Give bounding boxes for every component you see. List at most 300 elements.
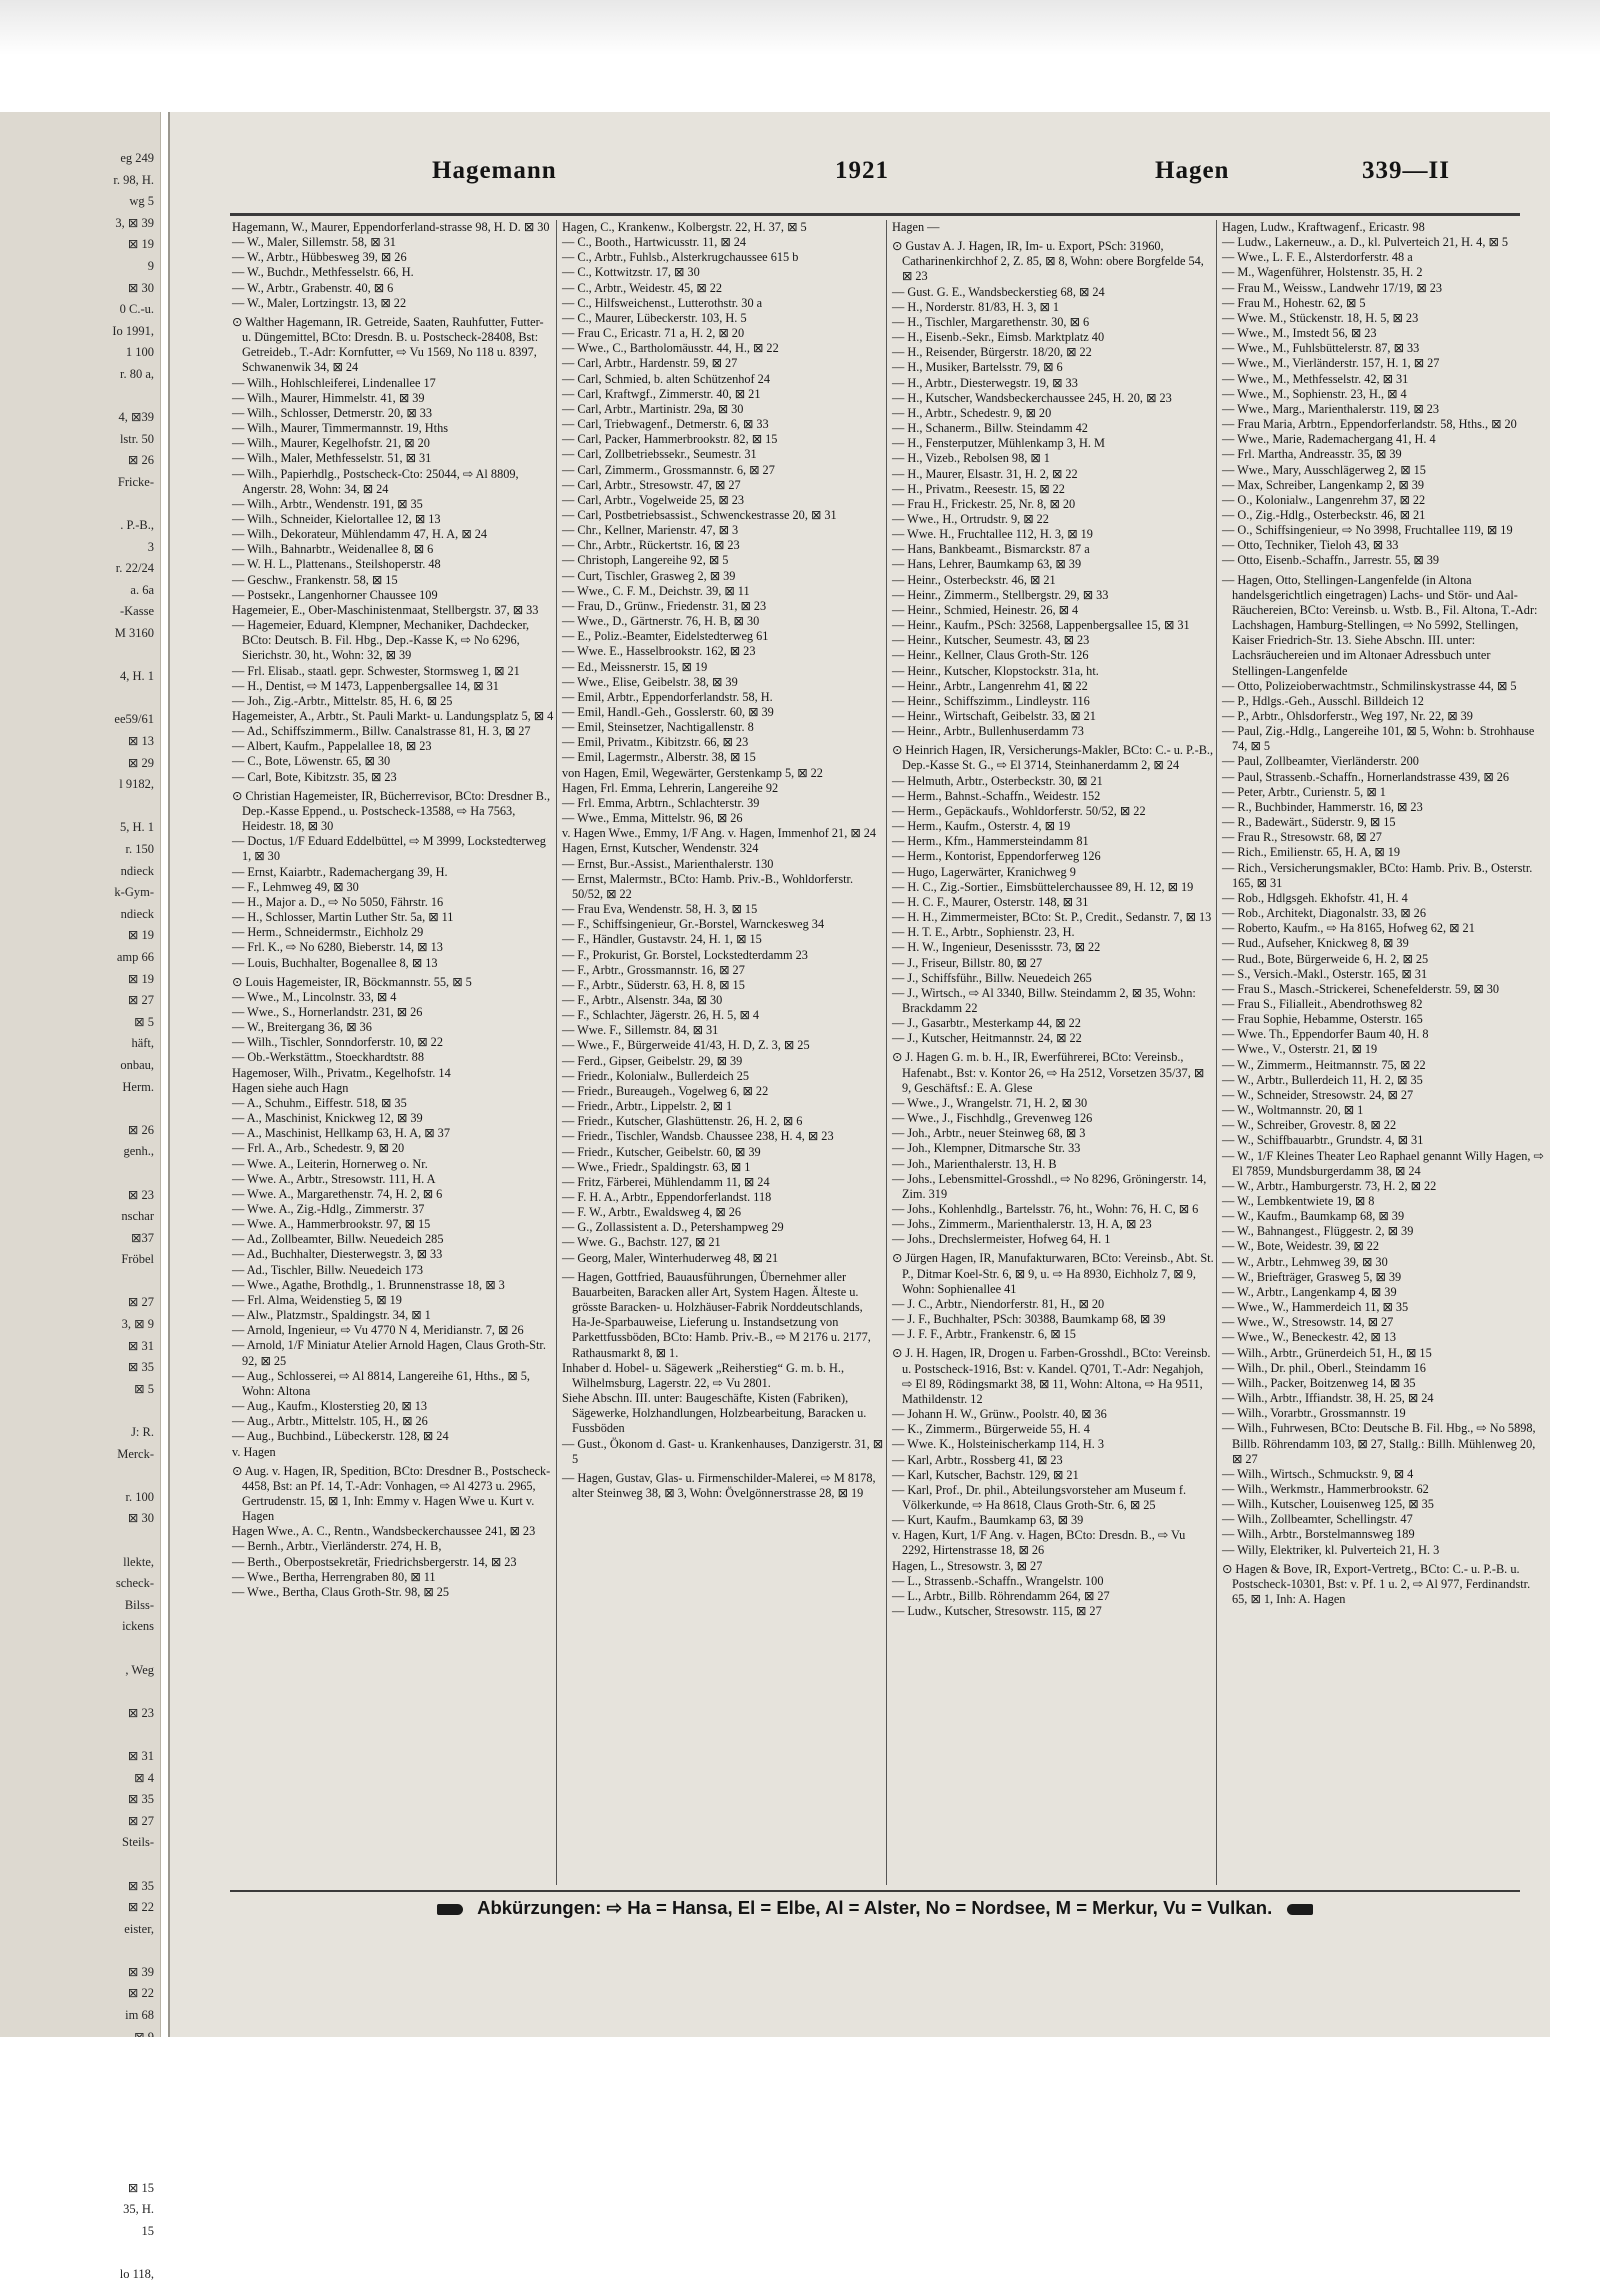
directory-entry: — W., Breitergang 36, ⊠ 36: [232, 1020, 372, 1035]
directory-entry: — Albert, Kaufm., Pappelallee 18, ⊠ 23: [232, 739, 432, 754]
directory-entry: — Wwe., Mary, Ausschlägerweg 2, ⊠ 15: [1222, 462, 1426, 477]
pointing-hand-icon: [1287, 1904, 1313, 1915]
directory-entry: — F. H. A., Arbtr., Eppendorferlandst. 118: [562, 1190, 772, 1204]
header-first-name: Hagemann: [432, 157, 557, 184]
previous-page-line: 1 100: [125, 345, 154, 360]
previous-page-line: ⊠ 23: [127, 1705, 154, 1720]
directory-entry: — Wilh., Maurer, Timmermannstr. 19, Hths: [232, 421, 449, 436]
directory-entry: Hagen siehe auch Hagn: [232, 1080, 349, 1095]
directory-entry: — Johs., Drechslermeister, Hofweg 64, H. 1: [892, 1232, 1111, 1247]
previous-page-line: [0, 1465, 160, 1487]
directory-entry: — C., Bote, Löwenstr. 65, ⊠ 30: [232, 754, 391, 769]
directory-entry: — W., Arbtr., Hamburgerstr. 73, H. 2, ⊠ 22: [1222, 1178, 1437, 1193]
previous-page-line: ⊠ 27: [127, 1295, 154, 1310]
directory-entry: — H., Schanerm., Billw. Steindamm 42: [892, 421, 1088, 436]
directory-entry: — Wwe., M., Fuhlsbüttelerstr. 87, ⊠ 33: [1222, 341, 1420, 356]
directory-entry: Hagen —: [892, 220, 940, 234]
directory-entry: — C., Arbtr., Weidestr. 45, ⊠ 22: [562, 280, 723, 295]
directory-entry: — H. C., Zig.-Sortier., Eimsbüttelerchaussee 89, H. 12, ⊠ 19: [892, 879, 1194, 894]
previous-page-line: ndieck: [120, 906, 154, 921]
directory-entry: — Friedr., Kutscher, Glashüttenstr. 26, H. 2, ⊠ 6: [562, 1114, 803, 1129]
previous-page-line: scheck-: [115, 1576, 154, 1591]
directory-entry: — Hagemeier, Eduard, Klempner, Mechaniker, Dachdecker, BCto: Deutsch. B. Fil. Hbg., Dep.-Kasse K, ⇨ No 6296, Sierichstr. 30, ht., Wohn: 32, ⊠ 39: [232, 618, 530, 663]
directory-entry: — F., Schlachter, Jägerstr. 26, H. 5, ⊠ 4: [562, 1008, 760, 1023]
directory-entry: — F., Schiffsingenieur, Gr.-Borstel, Warnckesweg 34: [562, 917, 825, 932]
directory-entry: — P., Arbtr., Ohlsdorferstr., Weg 197, Nr. 22, ⊠ 39: [1222, 709, 1473, 723]
directory-entry: — Carl, Arbtr., Martinistr. 29a, ⊠ 30: [562, 401, 744, 416]
directory-entry: — H., Privatm., Reesestr. 15, ⊠ 22: [892, 481, 1065, 496]
directory-entry: — Wwe. A., Hammerbrookstr. 97, ⊠ 15: [232, 1217, 431, 1232]
directory-entry: — Wwe. H., Fruchtallee 112, H. 3, ⊠ 19: [892, 527, 1093, 542]
directory-entry: — Ludw., Lakerneuw., a. D., kl. Pulverteich 21, H. 4, ⊠ 5: [1222, 235, 1509, 250]
previous-page-line: 3: [147, 539, 154, 554]
directory-entry: — Wilh., Dekorateur, Mühlendamm 47, H. A, ⊠ 24: [232, 527, 487, 542]
previous-page-line: ⊠ 4: [134, 1770, 154, 1785]
directory-entry: — Wwe. G., Bachstr. 127, ⊠ 21: [562, 1235, 721, 1250]
directory-entry: — W., 1/F Kleines Theater Leo Raphael genannt Willy Hagen, ⇨ El 7859, Mundsburgerdamm 38, ⊠ 24: [1222, 1148, 1544, 1178]
directory-entry: — L., Arbtr., Billb. Röhrendamm 264, ⊠ 27: [892, 1588, 1110, 1603]
previous-page-line: J: R.: [131, 1425, 154, 1440]
directory-entry: — Willy, Elektriker, kl. Pulverteich 21, H. 3: [1222, 1542, 1440, 1557]
previous-page-line: [0, 645, 160, 667]
directory-entry: — W., Schreiber, Grovestr. 8, ⊠ 22: [1222, 1118, 1397, 1133]
directory-entry: — Hagen, Gustav, Glas- u. Firmenschilder-Malerei, ⇨ M 8178, alter Steinweg 38, ⊠ 3, Wohn: Övelgönnerstrasse 28, ⊠ 19: [562, 1470, 876, 1500]
previous-page-line: Herm.: [122, 1079, 154, 1094]
previous-page-line: ⊠ 35: [127, 1792, 154, 1807]
directory-entry: — Carl, Arbtr., Vogelweide 25, ⊠ 23: [562, 492, 744, 507]
directory-entry: — Wilh., Tischler, Sonndorferstr. 10, ⊠ 22: [232, 1035, 443, 1050]
directory-entry: — Johs., Zimmerm., Marienthalerstr. 13, H. A, ⊠ 23: [892, 1217, 1152, 1232]
directory-entry: — Wwe., V., Osterstr. 21, ⊠ 19: [1222, 1042, 1378, 1057]
directory-entry: — Heinr., Wirtschaft, Geibelstr. 33, ⊠ 21: [892, 709, 1096, 723]
previous-page-line: [0, 1098, 160, 1120]
directory-entry: — Heinr., Kutscher, Seumestr. 43, ⊠ 23: [892, 633, 1090, 648]
directory-entry: — Ernst, Bur.-Assist., Marienthalerstr. 130: [562, 856, 774, 871]
column-divider: [886, 220, 887, 1885]
previous-page-line: [0, 1163, 160, 1185]
directory-entry: — Frau M., Weissw., Landwehr 17/19, ⊠ 23: [1222, 280, 1443, 295]
directory-entry: — Roberto, Kaufm., ⇨ Ha 8165, Hofweg 62, ⊠ 21: [1222, 921, 1475, 936]
directory-entry: — Wilh., Arbtr., Wendenstr. 191, ⊠ 35: [232, 496, 423, 511]
directory-entry: Hagen Wwe., A. C., Rentn., Wandsbeckerchaussee 241, ⊠ 23: [232, 1524, 536, 1539]
directory-entry: — W., Lembkentwiete 19, ⊠ 8: [1222, 1194, 1375, 1208]
previous-page-line: 3, ⊠ 39: [115, 215, 154, 230]
directory-entry: — Frl. Martha, Andreasstr. 35, ⊠ 39: [1222, 447, 1402, 462]
previous-page-line: 35, H.: [123, 2202, 154, 2217]
directory-entry: — Wwe., W., Beneckestr. 42, ⊠ 13: [1222, 1330, 1397, 1345]
directory-entry: — Herm., Gepäckaufs., Wohldorferstr. 50/52, ⊠ 22: [892, 803, 1146, 818]
directory-entry: — Wilh., Papierhdlg., Postscheck-Cto: 25044, ⇨ Al 8809, Angerstr. 28, Wohn: 34, ⊠ 24: [232, 466, 519, 496]
column-1: [232, 220, 554, 1885]
header-year: 1921: [835, 157, 889, 184]
previous-page-line: eister,: [124, 1921, 154, 1936]
directory-entry: — C., Hilfsweichenst., Lutterothstr. 30 a: [562, 295, 763, 310]
directory-entry: — Heinr., Arbtr., Langenrehm 41, ⊠ 22: [892, 678, 1088, 693]
directory-entry: — Emil, Privatm., Kibitzstr. 66, ⊠ 23: [562, 735, 749, 750]
directory-entry: — H. W., Ingenieur, Desenissstr. 73, ⊠ 22: [892, 940, 1101, 955]
directory-entry: — R., Buchbinder, Hammerstr. 16, ⊠ 23: [1222, 799, 1423, 814]
directory-entry: — W., Maler, Sillemstr. 58, ⊠ 31: [232, 235, 396, 250]
directory-entry: — Carl, Arbtr., Hardenstr. 59, ⊠ 27: [562, 356, 738, 371]
previous-page-line: [0, 1530, 160, 1552]
directory-entry: — Wilh., Wirtsch., Schmuckstr. 9, ⊠ 4: [1222, 1466, 1414, 1481]
directory-entry: — Wwe. Th., Eppendorfer Baum 40, H. 8: [1222, 1027, 1429, 1042]
directory-entry: — Emil, Lagermstr., Alberstr. 38, ⊠ 15: [562, 750, 756, 765]
directory-entry: ⊙ Christian Hagemeister, IR, Bücherrevisor, BCto: Dresdner B., Dep.-Kasse Eppend., u. Postscheck-13588, ⇨ Ha 7563, Heidestr. 18, ⊠ 30: [232, 788, 551, 834]
directory-entry: — O., Schiffsingenieur, ⇨ No 3998, Fruchtallee 119, ⊠ 19: [1222, 523, 1513, 538]
abbreviation-footer: [275, 1897, 1475, 1927]
directory-entry: — Christoph, Langereihe 92, ⊠ 5: [562, 553, 729, 568]
column-3: [892, 220, 1214, 1885]
previous-page-line: eg 249: [120, 151, 154, 165]
directory-entry: — S., Versich.-Makl., Osterstr. 165, ⊠ 31: [1222, 966, 1428, 981]
previous-page-line: Io 1991,: [112, 323, 154, 338]
previous-page-line: ⊠ 15: [127, 2180, 154, 2195]
directory-entry: — Friedr., Arbtr., Lippelstr. 2, ⊠ 1: [562, 1099, 733, 1114]
directory-entry: — F., Lehmweg 49, ⊠ 30: [232, 879, 359, 894]
directory-entry: Hagen, C., Krankenw., Kolbergstr. 22, H. 37, ⊠ 5: [562, 220, 807, 234]
directory-entry: — Carl, Bote, Kibitzstr. 35, ⊠ 23: [232, 769, 397, 784]
previous-page-line: [0, 1940, 160, 1962]
directory-entry: — Rich., Versicherungsmakler, BCto: Hamb. Priv. B., Osterstr. 165, ⊠ 31: [1222, 860, 1533, 890]
directory-entry: — Wwe., Marie, Rademachergang 41, H. 4: [1222, 432, 1436, 447]
directory-entry: — Johann H. W., Grünw., Poolstr. 40, ⊠ 36: [892, 1407, 1107, 1422]
directory-entry: — Wwe., H., Ortrudstr. 9, ⊠ 22: [892, 511, 1049, 526]
directory-entry: — Johs., Lebensmittel-Grosshdl., ⇨ No 8296, Gröningerstr. 14, Zim. 319: [892, 1171, 1207, 1201]
previous-page-line: 5, H. 1: [119, 820, 154, 835]
previous-page-line: 4, H. 1: [119, 669, 154, 684]
directory-entry: — Wwe., M., Vierländerstr. 157, H. 1, ⊠ 27: [1222, 356, 1440, 371]
directory-entry: von Hagen, Emil, Wegewärter, Gerstenkamp 5, ⊠ 22: [562, 765, 823, 780]
page-header: [170, 157, 1550, 195]
previous-page-line: 15: [141, 2224, 154, 2238]
directory-entry: — Wwe., Bertha, Herrengraben 80, ⊠ 11: [232, 1569, 436, 1584]
previous-page-line: im 68: [125, 2008, 154, 2023]
previous-page-line: ⊠ 5: [134, 1014, 154, 1029]
directory-entry: — Wwe., M., Sophienstr. 23, H., ⊠ 4: [1222, 386, 1407, 401]
previous-page-line: Fricke-: [117, 474, 154, 489]
directory-entry: v. Hagen Wwe., Emmy, 1/F Ang. v. Hagen, Immenhof 21, ⊠ 24: [562, 826, 877, 841]
directory-entry: — J., Friseur, Billstr. 80, ⊠ 27: [892, 955, 1043, 970]
directory-entry: — H. C. F., Maurer, Osterstr. 148, ⊠ 31: [892, 894, 1089, 909]
directory-entry: — A., Maschinist, Knickweg 12, ⊠ 39: [232, 1111, 423, 1126]
directory-entry: — Aug., Kaufm., Klosterstieg 20, ⊠ 13: [232, 1399, 428, 1414]
directory-entry: — Frau, D., Grünw., Friedenstr. 31, ⊠ 23: [562, 598, 767, 613]
directory-entry: — Wwe. A., Margarethenstr. 74, H. 2, ⊠ 6: [232, 1186, 443, 1201]
directory-entry: — Heinr., Kaufm., PSch: 32568, Lappenbergsallee 15, ⊠ 31: [892, 618, 1190, 633]
directory-entry: — Heinr., Kellner, Claus Groth-Str. 126: [892, 648, 1089, 663]
directory-entry: — Rud., Aufseher, Knickweg 8, ⊠ 39: [1222, 936, 1409, 951]
previous-page-line: ⊠ 19: [127, 237, 154, 252]
directory-entry: — Doctus, 1/F Eduard Eddelbüttel, ⇨ M 3999, Lockstedterweg 1, ⊠ 30: [232, 834, 546, 864]
previous-page-line: [0, 1724, 160, 1746]
directory-entry: — Frl. Alma, Weidenstieg 5, ⊠ 19: [232, 1292, 402, 1307]
directory-entry: — Frl. Emma, Arbtrn., Schlachterstr. 39: [562, 795, 760, 810]
directory-entry: — Heinr., Schmied, Heinestr. 26, ⊠ 4: [892, 602, 1079, 617]
directory-entry: — Ad., Schiffszimmerm., Billw. Canalstrasse 81, H. 3, ⊠ 27: [232, 724, 531, 739]
directory-entry: ⊙ Jürgen Hagen, IR, Manufakturwaren, BCto: Vereinsb., Abt. St. P., Ditmar Koel-Str. 6, ⊠ 9, u. ⇨ Ha 8930, Eichholz 7, ⊠ 9, Wohn: Sophienallee 41: [892, 1251, 1214, 1296]
directory-entry: — H., Eisenb.-Sekr., Eimsb. Marktplatz 40: [892, 330, 1105, 345]
previous-page-line: ⊠ 31: [127, 1338, 154, 1353]
directory-entry: — Emil, Arbtr., Eppendorferlandstr. 58, H.: [562, 689, 773, 704]
directory-entry: — H., Maurer, Elsastr. 31, H. 2, ⊠ 22: [892, 466, 1078, 481]
scan-border: [0, 0, 1600, 55]
directory-entry: — Otto, Eisenb.-Schaffn., Jarrestr. 55, ⊠ 39: [1222, 553, 1440, 568]
directory-entry: — Karl, Arbtr., Rossberg 41, ⊠ 23: [892, 1452, 1063, 1467]
directory-entry: — M., Wagenführer, Holstenstr. 35, H. 2: [1222, 265, 1423, 280]
directory-entry: — Helmuth, Arbtr., Osterbeckstr. 30, ⊠ 21: [892, 773, 1103, 788]
previous-page-line: r. 100: [125, 1489, 154, 1504]
directory-entry: — Wilh., Maurer, Himmelstr. 41, ⊠ 39: [232, 390, 425, 405]
previous-page-line: ickens: [122, 1619, 154, 1634]
previous-page-line: häft,: [131, 1036, 154, 1051]
directory-entry: — H., Schlosser, Martin Luther Str. 5a, ⊠ 11: [232, 910, 454, 925]
directory-entry: — Ernst, Kaiarbtr., Rademachergang 39, H.: [232, 864, 448, 879]
directory-entry: — Paul, Zig.-Hdlg., Langereihe 101, ⊠ 5, Wohn: b. Strohhause 74, ⊠ 5: [1222, 724, 1535, 754]
previous-page-line: amp 66: [116, 949, 154, 964]
directory-entry: — Chr., Arbtr., Rückertstr. 16, ⊠ 23: [562, 538, 740, 553]
directory-entry: — Emil, Handl.-Geh., Gosslerstr. 60, ⊠ 39: [562, 705, 774, 719]
previous-page-line: ⊠ 26: [127, 1122, 154, 1137]
directory-entry: — Wilh., Hohlschleiferei, Lindenallee 17: [232, 375, 436, 390]
directory-entry: — Heinr., Zimmerm., Stellbergstr. 29, ⊠ 33: [892, 587, 1109, 602]
directory-entry: Hagemeister, A., Arbtr., St. Pauli Markt- u. Landungsplatz 5, ⊠ 4: [232, 709, 554, 723]
directory-entry: — Emil, Steinsetzer, Nachtigallenstr. 8: [562, 720, 754, 735]
directory-entry: — Frau C., Ericastr. 71 a, H. 2, ⊠ 20: [562, 326, 745, 341]
directory-entry: — Louis, Buchhalter, Bogenallee 8, ⊠ 13: [232, 955, 438, 970]
directory-entry: — F., Händler, Gustavstr. 24, H. 1, ⊠ 15: [562, 932, 762, 947]
directory-entry: — Wilh., Kutscher, Louisenweg 125, ⊠ 35: [1222, 1497, 1434, 1512]
directory-entry: — W., Zimmerm., Heitmannstr. 75, ⊠ 22: [1222, 1057, 1426, 1072]
directory-entry: — Heinr., Arbtr., Bullenhuserdamm 73: [892, 724, 1084, 739]
directory-entry: — F., Prokurist, Gr. Borstel, Lockstedterdamm 23: [562, 947, 808, 962]
directory-entry: — H. T. E., Arbtr., Sophienstr. 23, H.: [892, 925, 1075, 940]
directory-entry: Hagemann, W., Maurer, Eppendorferland-strasse 98, H. D. ⊠ 30: [232, 220, 550, 234]
directory-entry: — Wwe., J., Wrangelstr. 71, H. 2, ⊠ 30: [892, 1095, 1088, 1110]
directory-entry: — Ad., Zollbeamter, Billw. Neuedeich 285: [232, 1232, 444, 1247]
directory-entry: — Johs., Kohlenhdlg., Bartelsstr. 76, ht., Wohn: 76, H. C, ⊠ 6: [892, 1202, 1199, 1216]
directory-entry: — Wwe., L. F. E., Alsterdorferstr. 48 a: [1222, 250, 1413, 265]
directory-entry: — Hans, Bankbeamt., Bismarckstr. 87 a: [892, 542, 1090, 557]
directory-entry: — Wwe. A., Arbtr., Stresowstr. 111, H. A: [232, 1171, 436, 1186]
footer-text: ⇨ Ha = Hansa, El = Elbe, Al = Alster, No = Nordsee, M = Merkur, Vu = Vulkan.: [606, 1897, 1273, 1918]
directory-entry: — E., Poliz.-Beamter, Eidelstedterweg 61: [562, 629, 769, 644]
previous-page-line: lstr. 50: [119, 431, 154, 446]
directory-entry: — Gust. G. E., Wandsbeckerstieg 68, ⊠ 24: [892, 284, 1105, 299]
directory-entry: — Wilh., Schneider, Kielortallee 12, ⊠ 13: [232, 511, 441, 526]
directory-entry: — Joh., Zig.-Arbtr., Mittelstr. 85, H. 6, ⊠ 25: [232, 693, 453, 708]
directory-entry: — Georg, Maler, Winterhuderweg 48, ⊠ 21: [562, 1250, 779, 1265]
directory-entry: — Rob., Architekt, Diagonalstr. 33, ⊠ 26: [1222, 906, 1426, 921]
directory-entry: — W., Briefträger, Grasweg 5, ⊠ 39: [1222, 1269, 1402, 1284]
column-4: [1222, 220, 1544, 1885]
directory-entry: — J. C., Arbtr., Niendorferstr. 81, H., ⊠ 20: [892, 1296, 1105, 1311]
directory-entry: — Herm., Bahnst.-Schaffn., Weidestr. 152: [892, 788, 1101, 803]
directory-entry: — Wilh., Bahnarbtr., Weidenallee 8, ⊠ 6: [232, 542, 434, 557]
directory-entry: — Wilh., Arbtr., Grünerdeich 51, H., ⊠ 15: [1222, 1345, 1432, 1360]
column-divider: [556, 220, 557, 1885]
directory-entry: — Frau R., Stresowstr. 68, ⊠ 27: [1222, 830, 1382, 845]
directory-entry: — Wilh., Zollbeamter, Schellingstr. 47: [1222, 1512, 1413, 1527]
directory-entry: — H. H., Zimmermeister, BCto: St. P., Credit., Sedanstr. 7, ⊠ 13: [892, 910, 1212, 925]
directory-entry: — Wilh., Maurer, Kegelhofstr. 21, ⊠ 20: [232, 436, 430, 451]
directory-entry: — G., Zollassistent a. D., Petershampweg 29: [562, 1220, 784, 1235]
directory-entry: — H., Reisender, Bürgerstr. 18/20, ⊠ 22: [892, 345, 1092, 360]
directory-entry: — Rob., Hdlgsgeh. Ekhofstr. 41, H. 4: [1222, 890, 1408, 905]
directory-entry: — Aug., Arbtr., Mittelstr. 105, H., ⊠ 26: [232, 1414, 428, 1429]
directory-entry: — Wilh., Arbtr., Borstelmannsweg 189: [1222, 1527, 1415, 1542]
directory-entry: — Carl, Zollbetriebssekr., Seumestr. 31: [562, 447, 757, 462]
directory-entry: — W., Buchdr., Methfesselstr. 66, H.: [232, 265, 414, 280]
column-divider: [1216, 220, 1217, 1885]
directory-entry: — H., Major a. D., ⇨ No 5050, Fährstr. 16: [232, 894, 444, 909]
directory-entry: — Joh., Arbtr., neuer Steinweg 68, ⊠ 3: [892, 1126, 1086, 1141]
directory-entry: — Berth., Oberpostsekretär, Friedrichsbergerstr. 14, ⊠ 23: [232, 1554, 517, 1569]
directory-entry: — J., Schiffsführ., Billw. Neuedeich 265: [892, 970, 1092, 985]
previous-page-line: [0, 2243, 160, 2265]
previous-page-line: k-Gym-: [114, 885, 154, 900]
directory-entry: — W., Woltmannstr. 20, ⊠ 1: [1222, 1103, 1364, 1118]
directory-entry: — Wwe., Bertha, Claus Groth-Str. 98, ⊠ 25: [232, 1584, 450, 1599]
directory-entry: — Herm., Kontorist, Eppendorferweg 126: [892, 849, 1101, 864]
directory-entry: ⊙ Walther Hagemann, IR. Getreide, Saaten, Rauhfutter, Futter- u. Düngemittel, BCto: Dresdn. B. u. Postscheck-28408, Bst: Getreideb., T.-Adr: Kornfutter, ⇨ Vu 1569, No 118 u. 8397, Schwanenwik 34, ⊠ 24: [232, 314, 544, 375]
directory-entry: — Wwe., C. F. M., Deichstr. 39, ⊠ 11: [562, 583, 750, 598]
directory-entry: — W., Bahnangest., Flüggestr. 2, ⊠ 39: [1222, 1224, 1414, 1239]
directory-entry: — H., Vizeb., Rebolsen 98, ⊠ 1: [892, 451, 1050, 466]
directory-entry: — Friedr., Bureaugeh., Vogelweg 6, ⊠ 22: [562, 1083, 769, 1098]
directory-entry: — F., Arbtr., Grossmannstr. 16, ⊠ 27: [562, 962, 745, 977]
directory-entry: — Herm., Kfm., Hammersteindamm 81: [892, 834, 1089, 849]
directory-entry: — Wilh., Dr. phil., Oberl., Steindamm 16: [1222, 1360, 1426, 1375]
directory-entry: ⊙ Hagen & Bove, IR, Export-Vertretg., BCto: C.- u. P.-B. u. Postscheck-10301, Bst: v. Pf. 1 u. 2, ⇨ Al 977, Ferdinandstr. 65, ⊠ 1, Inh: A. Hagen: [1222, 1561, 1531, 1607]
directory-entry: — Wilh., Maler, Methfesselstr. 51, ⊠ 31: [232, 451, 432, 466]
directory-entry: — A., Maschinist, Hellkamp 63, H. A, ⊠ 37: [232, 1126, 450, 1141]
directory-entry: — Ad., Buchhalter, Diesterwegstr. 3, ⊠ 33: [232, 1247, 443, 1262]
directory-entry: v. Hagen: [232, 1444, 276, 1459]
directory-entry: — Wwe. F., Sillemstr. 84, ⊠ 31: [562, 1023, 719, 1038]
directory-entry: — Herm., Kaufm., Osterstr. 4, ⊠ 19: [892, 819, 1071, 834]
directory-entry: — Hans, Lehrer, Baumkamp 63, ⊠ 39: [892, 557, 1082, 572]
directory-entry: — W., Kaufm., Baumkamp 68, ⊠ 39: [1222, 1209, 1405, 1224]
directory-entry: — Wwe., Marg., Marienthalerstr. 119, ⊠ 23: [1222, 401, 1440, 416]
directory-entry: — Chr., Kellner, Marienstr. 47, ⊠ 3: [562, 523, 739, 538]
directory-entry: — Kurt, Kaufm., Baumkamp 63, ⊠ 39: [892, 1513, 1084, 1528]
previous-page-line: ⊠ 30: [127, 1511, 154, 1526]
directory-entry: — Otto, Polizeioberwachtmstr., Schmilinskystrasse 44, ⊠ 5: [1222, 678, 1517, 693]
previous-page-line: [0, 1400, 160, 1422]
directory-entry: — C., Kottwitzstr. 17, ⊠ 30: [562, 265, 700, 280]
directory-entry: — W., Arbtr., Grabenstr. 40, ⊠ 6: [232, 280, 394, 295]
previous-page-line: onbau,: [120, 1057, 154, 1072]
directory-entry: — Joh., Klempner, Ditmarsche Str. 33: [892, 1141, 1081, 1156]
header-last-name: Hagen: [1155, 157, 1230, 184]
directory-entry: — Wwe., Friedr., Spaldingstr. 63, ⊠ 1: [562, 1159, 751, 1174]
directory-entry: — Aug., Buchbind., Lübeckerstr. 128, ⊠ 24: [232, 1429, 449, 1444]
previous-page-line: Merck-: [117, 1446, 154, 1461]
previous-page-line: , Weg: [125, 1662, 154, 1677]
directory-entry: — H., Dentist, ⇨ M 1473, Lappenbergsallee 14, ⊠ 31: [232, 678, 499, 693]
directory-entry: — R., Badewärt., Süderstr. 9, ⊠ 15: [1222, 815, 1396, 830]
directory-entry: — Frau S., Filialleit., Abendrothsweg 82: [1222, 996, 1423, 1011]
directory-entry: — Gust., Ökonom d. Gast- u. Krankenhauses, Danzigerstr. 31, ⊠ 5: [562, 1436, 884, 1466]
directory-entry: Hagen, Ludw., Kraftwagenf., Ericastr. 98: [1222, 220, 1425, 234]
directory-entry: — Hagen, Gottfried, Bauausführungen, Übernehmer aller Bauarbeiten, Baracken aller Art, System Hagen. Älteste u. grösste Baracken- u. Holzhäuser-Fabrik Norddeutschlands, Ha-Je-Sparbauweise, Lieferung u. Instandsetzung von Parkettfussböden, BCto: Hamb. Priv.-B., ⇨ M 2176 u. 2177, Rathausmarkt 8, ⊠ 1.: [562, 1269, 871, 1360]
previous-page-line: Steils-: [122, 1835, 154, 1850]
directory-entry: — W. H. L., Plattenans., Steilshoperstr. 48: [232, 557, 441, 572]
directory-entry: — Carl, Packer, Hammerbrookstr. 82, ⊠ 15: [562, 432, 778, 447]
directory-entry: — Heinr., Kutscher, Klopstockstr. 31a, ht.: [892, 663, 1099, 678]
directory-entry: — Wilh., Werkmstr., Hammerbrookstr. 62: [1222, 1481, 1429, 1496]
directory-entry: — Ed., Meissnerstr. 15, ⊠ 19: [562, 659, 708, 674]
directory-entry: — Wwe. A., Zig.-Hdlg., Zimmerstr. 37: [232, 1202, 425, 1216]
previous-page-line: [0, 1854, 160, 1876]
previous-page-line: ⊠ 22: [127, 1986, 154, 2001]
pointing-hand-icon: [437, 1904, 463, 1915]
directory-entry: — Carl, Triebwagenf., Detmerstr. 6, ⊠ 33: [562, 417, 769, 432]
directory-entry: — A., Schuhm., Eiffestr. 518, ⊠ 35: [232, 1095, 407, 1110]
directory-entry: — Wilh., Arbtr., Iffiandstr. 38, H. 25, ⊠ 24: [1222, 1391, 1434, 1406]
directory-entry: — J. F. F., Arbtr., Frankenstr. 6, ⊠ 15: [892, 1327, 1076, 1342]
previous-page-line: Bilss-: [124, 1597, 154, 1612]
directory-entry: ⊙ J. H. Hagen, IR, Drogen u. Farben-Grosshdl., BCto: Vereinsb. u. Postscheck-1916, Bst: v. Kandel. Q701, T.-Adr: Negahjoh, ⇨ El 89, Rödingsmarkt 38, ⊠ 11, Wohn: Altona, ⇨ Ha 9511, Mathildenstr. 12: [892, 1346, 1211, 1406]
directory-entry: — Ernst, Malermstr., BCto: Hamb. Priv.-B., Wohldorferstr. 50/52, ⊠ 22: [562, 871, 854, 901]
previous-page-line: r. 98, H.: [113, 172, 154, 187]
directory-entry: — Wwe., F., Bürgerweide 41/43, H. D, Z. 3, ⊠ 25: [562, 1038, 810, 1053]
directory-entry: — Ob.-Werkstättm., Stoeckhardtstr. 88: [232, 1050, 424, 1065]
directory-entry: — Wwe., Agathe, Brothdlg., 1. Brunnenstrasse 18, ⊠ 3: [232, 1277, 505, 1292]
directory-entry: Hagen, Frl. Emma, Lehrerin, Langereihe 92: [562, 780, 779, 795]
directory-entry: — H., Kutscher, Wandsbeckerchaussee 245, H. 20, ⊠ 23: [892, 390, 1172, 405]
directory-entry: — H., Norderstr. 81/83, H. 3, ⊠ 1: [892, 299, 1060, 314]
footer-label: Abkürzungen:: [477, 1897, 602, 1918]
previous-page-line: -Kasse: [119, 604, 154, 619]
directory-entry: — F., Arbtr., Süderstr. 63, H. 8, ⊠ 15: [562, 977, 745, 992]
previous-page-line: [0, 1681, 160, 1703]
previous-page-line: ⊠ 23: [127, 1187, 154, 1202]
directory-entry: — Bernh., Arbtr., Vierländerstr. 274, H. B,: [232, 1539, 442, 1554]
directory-entry: — Carl, Arbtr., Stresowstr. 47, ⊠ 27: [562, 477, 741, 492]
directory-entry: — Paul, Strassenb.-Schaffn., Hornerlandstrasse 439, ⊠ 26: [1222, 769, 1510, 784]
previous-page-line: Fröbel: [121, 1252, 154, 1267]
previous-page-line: ee59/61: [114, 712, 154, 727]
previous-page-lines: [0, 112, 160, 2286]
directory-entry: — Frl. A., Arb., Schedestr. 9, ⊠ 20: [232, 1141, 405, 1156]
previous-page-line: ⊠ 19: [127, 971, 154, 986]
directory-entry: — H., Musiker, Bartelsstr. 79, ⊠ 6: [892, 360, 1063, 375]
previous-page-line: nschar: [121, 1209, 154, 1224]
directory-entry: — Heinr., Osterbeckstr. 46, ⊠ 21: [892, 572, 1056, 587]
directory-entry: — Geschw., Frankenstr. 58, ⊠ 15: [232, 572, 398, 587]
directory-entry: v. Hagen, Kurt, 1/F Ang. v. Hagen, BCto: Dresdn. B., ⇨ Vu 2292, Hirtenstrasse 18, ⊠ 26: [892, 1528, 1186, 1558]
previous-page-line: ⊠ 13: [127, 734, 154, 749]
directory-entry: — Frau Maria, Arbtrn., Eppendorferlandstr. 58, Hths., ⊠ 20: [1222, 417, 1517, 432]
directory-entry: — Frau Eva, Wendenstr. 58, H. 3, ⊠ 15: [562, 902, 758, 917]
directory-entry: — Hugo, Lagerwärter, Kranichweg 9: [892, 864, 1076, 879]
directory-entry: — W., Arbtr., Langenkamp 4, ⊠ 39: [1222, 1284, 1397, 1299]
column-2: [562, 220, 884, 1885]
directory-entry: — Carl, Schmied, b. alten Schützenhof 24: [562, 371, 770, 386]
directory-entry: — Postsekr., Langenhorner Chaussee 109: [232, 587, 438, 602]
directory-entry: — Alw., Platzmstr., Spaldingstr. 34, ⊠ 1: [232, 1308, 431, 1323]
directory-entry: Siehe Abschn. III. unter: Baugeschäfte, Kisten (Fabriken), Sägewerke, Holzhandlungen, Holzbearbeitung, Baracken u. Fussböden: [562, 1391, 867, 1436]
directory-entry: Hagemoser, Wilh., Privatm., Kegelhofstr. 14: [232, 1065, 451, 1080]
directory-entry: — Friedr., Kutscher, Geibelstr. 60, ⊠ 39: [562, 1144, 761, 1159]
directory-entry: — F., Arbtr., Alsenstr. 34a, ⊠ 30: [562, 992, 723, 1007]
directory-entry: — Friedr., Tischler, Wandsb. Chaussee 238, H. 4, ⊠ 23: [562, 1129, 834, 1144]
directory-entry: — Carl, Kraftwgf., Zimmerstr. 40, ⊠ 21: [562, 386, 761, 401]
directory-entry: — Wilh., Schlosser, Detmerstr. 20, ⊠ 33: [232, 405, 433, 420]
directory-entry: — C., Booth., Hartwicusstr. 11, ⊠ 24: [562, 235, 747, 250]
